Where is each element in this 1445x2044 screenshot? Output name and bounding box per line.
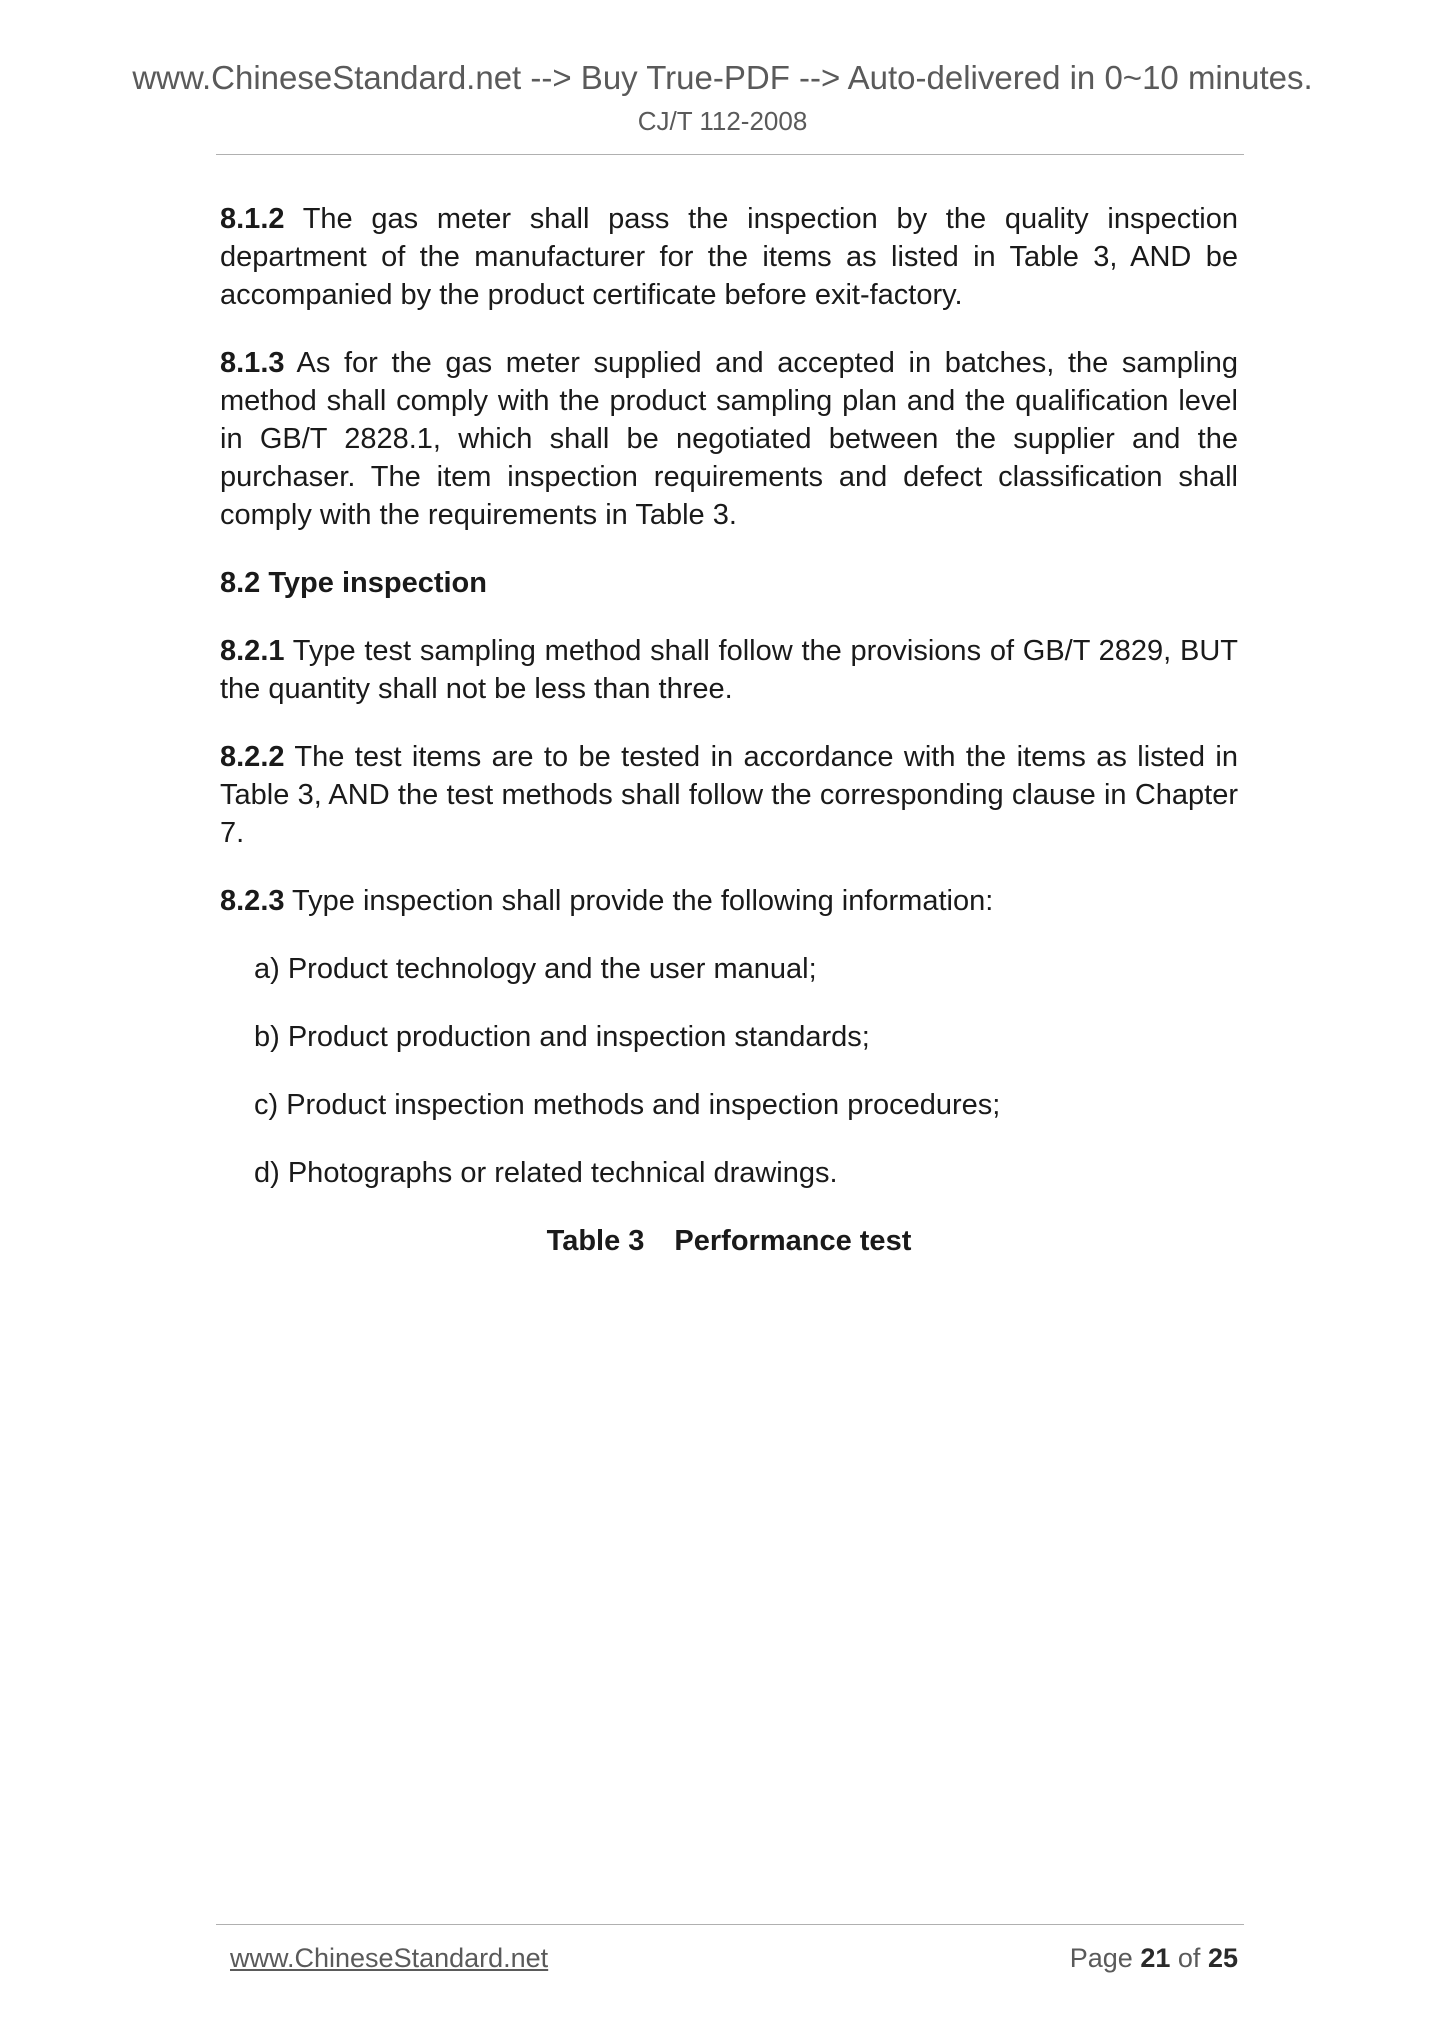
page-indicator: [1070, 1940, 1238, 1976]
list-item: d) Photographs or related technical drawings.: [254, 1157, 838, 1189]
standard-number: CJ/T 112-2008: [637, 106, 808, 136]
list-item: b) Product production and inspection standards;: [254, 1021, 870, 1053]
clause-text: The test items are to be tested in accordance with the items as listed in Table 3, AND the test methods shall follow the corresponding clause in Chapter 7.: [220, 741, 1238, 849]
clause-8-2-3: [220, 882, 1238, 920]
section-heading-8-2: 8.2 Type inspection: [220, 567, 487, 599]
table-caption: [220, 1222, 1238, 1260]
list-item: c) Product inspection methods and inspection procedures;: [254, 1089, 1001, 1121]
clause-number: 8.1.2: [220, 203, 285, 235]
page-of: of: [1177, 1943, 1201, 1973]
header-divider: [216, 154, 1244, 155]
clause-text: Type inspection shall provide the following information:: [292, 885, 994, 917]
document-body: [220, 200, 1238, 1260]
table-label: Table 3: [546, 1225, 645, 1257]
clause-text: Type test sampling method shall follow the provisions of GB/T 2829, BUT the quantity shall not be less than three.: [220, 635, 1238, 705]
clause-number: 8.2.1: [220, 635, 285, 667]
page-footer: [230, 1940, 1238, 1976]
page-current: 21: [1140, 1943, 1171, 1973]
clause-8-2-2: [220, 738, 1238, 852]
clause-text: The gas meter shall pass the inspection by the quality inspection department of the manufacturer for the items as listed in Table 3, AND be accompanied by the product certificate before exit-factory.: [220, 203, 1238, 311]
clause-number: 8.2.3: [220, 885, 285, 917]
footer-website-link[interactable]: www.ChineseStandard.net: [230, 1943, 549, 1973]
footer-divider: [216, 1924, 1244, 1925]
page-word: Page: [1069, 1943, 1133, 1973]
clause-number: 8.2.2: [220, 741, 285, 773]
page-total: 25: [1207, 1943, 1238, 1973]
header-banner[interactable]: www.ChineseStandard.net --> Buy True-PDF --> Auto-delivered in 0~10 minutes.: [132, 59, 1313, 96]
list-item: a) Product technology and the user manual;: [254, 953, 817, 985]
page-header: [0, 56, 1445, 138]
table-title: Performance test: [674, 1225, 912, 1257]
clause-8-2-1: [220, 632, 1238, 708]
clause-8-1-3: [220, 344, 1238, 534]
clause-text: As for the gas meter supplied and accepted in batches, the sampling method shall comply with the product sampling plan and the qualification level in GB/T 2828.1, which shall be negotiated between the supplier and the purchaser. The item inspection requirements and defect classification shall comply with the requirements in Table 3.: [220, 347, 1238, 531]
clause-8-1-2: [220, 200, 1238, 314]
clause-number: 8.1.3: [220, 347, 285, 379]
